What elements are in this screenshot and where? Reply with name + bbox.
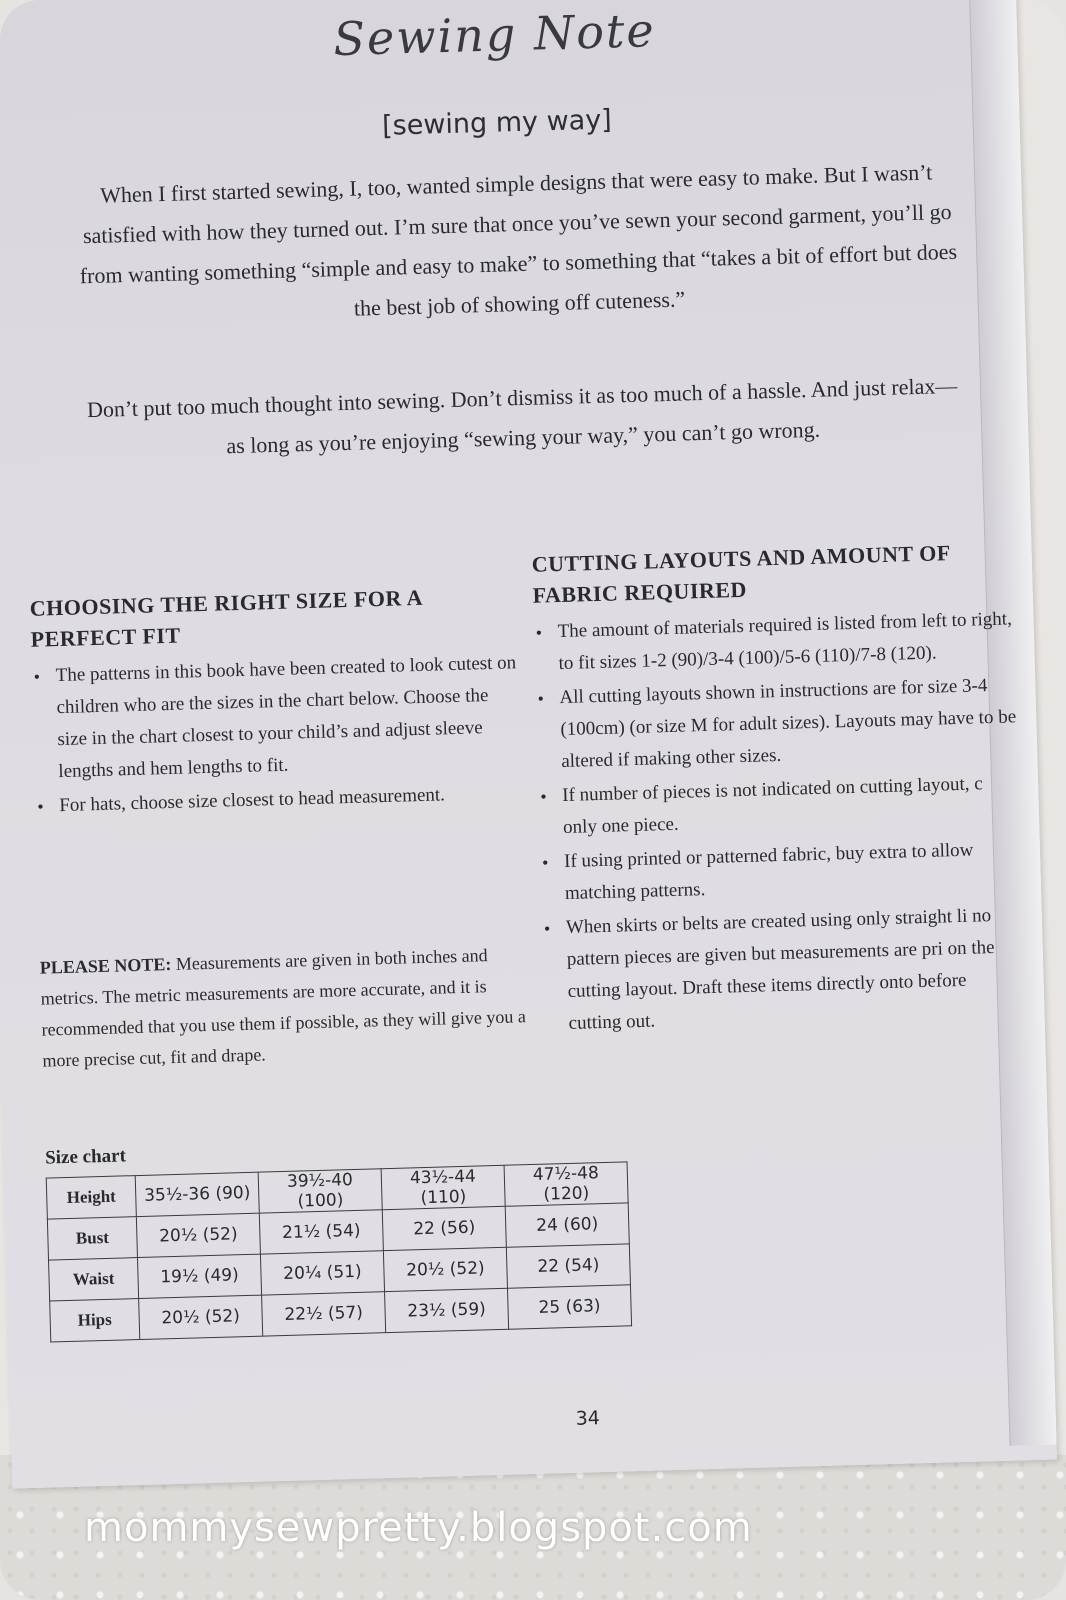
table-cell: 20¼ (51) bbox=[260, 1251, 384, 1295]
bullet-list bbox=[31, 647, 525, 823]
cutting-section bbox=[531, 535, 1025, 1042]
row-header: Bust bbox=[47, 1217, 137, 1260]
please-note bbox=[39, 939, 542, 1077]
table-cell: 22 (56) bbox=[382, 1206, 506, 1250]
table-cell: 20½ (52) bbox=[139, 1295, 263, 1339]
list-item-text: If number of pieces is not indicated on cutting layout, c only one piece. bbox=[561, 773, 983, 839]
list-item bbox=[538, 767, 1020, 844]
list-item-text: When skirts or belts are created using only straight li no pattern pieces are given but measurements are pri on the cutting layout. Draft these items directly onto before cutting out. bbox=[565, 905, 995, 1034]
table-cell: 39½-40 (100) bbox=[258, 1169, 382, 1213]
table-cell: 20½ (52) bbox=[136, 1213, 260, 1257]
list-item bbox=[535, 669, 1017, 778]
table-cell: 47½-48 (120) bbox=[504, 1162, 628, 1206]
bullet-icon: • bbox=[541, 852, 549, 873]
list-item-text: All cutting layouts shown in instructions are for size 3-4 (100cm) (or size M for adult sizes). Layouts may have to be altered if making other sizes. bbox=[559, 675, 1017, 773]
table-cell: 43½-44 (110) bbox=[381, 1165, 505, 1209]
note-label: PLEASE NOTE: bbox=[39, 954, 172, 978]
bullet-icon: • bbox=[543, 918, 551, 939]
bullet-icon: • bbox=[33, 666, 41, 687]
table-cell: 23½ (59) bbox=[385, 1288, 509, 1332]
blog-watermark: mommysewpretty.blogspot.com bbox=[84, 1505, 753, 1551]
list-item bbox=[31, 647, 524, 789]
intro-text bbox=[76, 152, 964, 470]
row-header: Waist bbox=[49, 1258, 139, 1301]
bullet-icon: • bbox=[539, 786, 547, 807]
section-heading: CHOOSING THE RIGHT SIZE FOR A PERFECT FIT bbox=[29, 584, 423, 652]
table-cell: 25 (63) bbox=[507, 1285, 631, 1329]
list-item-text: For hats, choose size closest to head measurement. bbox=[59, 784, 446, 817]
section-heading: CUTTING LAYOUTS AND AMOUNT OF FABRIC REQUIRED bbox=[531, 540, 951, 608]
table-cell: 35½-36 (90) bbox=[135, 1172, 259, 1216]
page-number: 34 bbox=[575, 1407, 601, 1430]
bullet-icon: • bbox=[37, 796, 44, 817]
list-item-text: The patterns in this book have been created to look cutest on children who are the sizes in the chart below. Choose the size in the chart closest to your child’s and adjust sleeve lengths and hem lengths to fit. bbox=[55, 652, 517, 783]
row-header: Height bbox=[46, 1176, 136, 1219]
table-cell: 22 (54) bbox=[506, 1244, 630, 1288]
table-cell: 21½ (54) bbox=[259, 1210, 383, 1254]
bullet-icon: • bbox=[537, 688, 545, 709]
row-header: Hips bbox=[50, 1299, 140, 1342]
list-item bbox=[533, 603, 1015, 680]
intro-paragraph: When I first started sewing, I, too, wanted simple designs that were easy to make. But I wasn’t satisfied with how they turned out. I’m sure that once you’ve sewn your second garment, you’ll go from wanting something “simple and easy to make” to something that “takes a bit of effort but does the best job of showing off cuteness.” bbox=[79, 159, 958, 321]
list-item bbox=[540, 833, 1022, 910]
list-item-text: If using printed or patterned fabric, buy extra to allow matching patterns. bbox=[563, 839, 974, 904]
table-cell: 22½ (57) bbox=[262, 1292, 386, 1336]
page-subtitle: [sewing my way] bbox=[381, 104, 613, 142]
page-title: Sewing Note bbox=[332, 3, 657, 67]
bullet-list bbox=[533, 603, 1025, 1040]
size-chart-label: Size chart bbox=[44, 1145, 127, 1169]
table-cell: 20½ (52) bbox=[383, 1247, 507, 1291]
table-cell: 19½ (49) bbox=[137, 1254, 261, 1298]
size-chart-table bbox=[46, 1161, 632, 1342]
list-item-text: The amount of materials required is listed from left to right, to fit sizes 1-2 (90)/3-4 (100)/5-6 (110)/7-8 (120). bbox=[557, 608, 1013, 675]
list-item bbox=[542, 899, 1025, 1040]
note-text: Measurements are given in both inches and metrics. The metric measurements are more accurate, and it is recommended that you use them if possible, as they will give you a more precise cut, fit and drape. bbox=[40, 945, 527, 1071]
table-cell: 24 (60) bbox=[505, 1203, 629, 1247]
size-section bbox=[29, 579, 525, 825]
bullet-icon: • bbox=[535, 622, 543, 643]
intro-paragraph: Don’t put too much thought into sewing. Don’t dismiss it as too much of a hassle. And just relax—as long as you’re enjoying “sewing your way,” you can’t go wrong. bbox=[86, 372, 958, 459]
